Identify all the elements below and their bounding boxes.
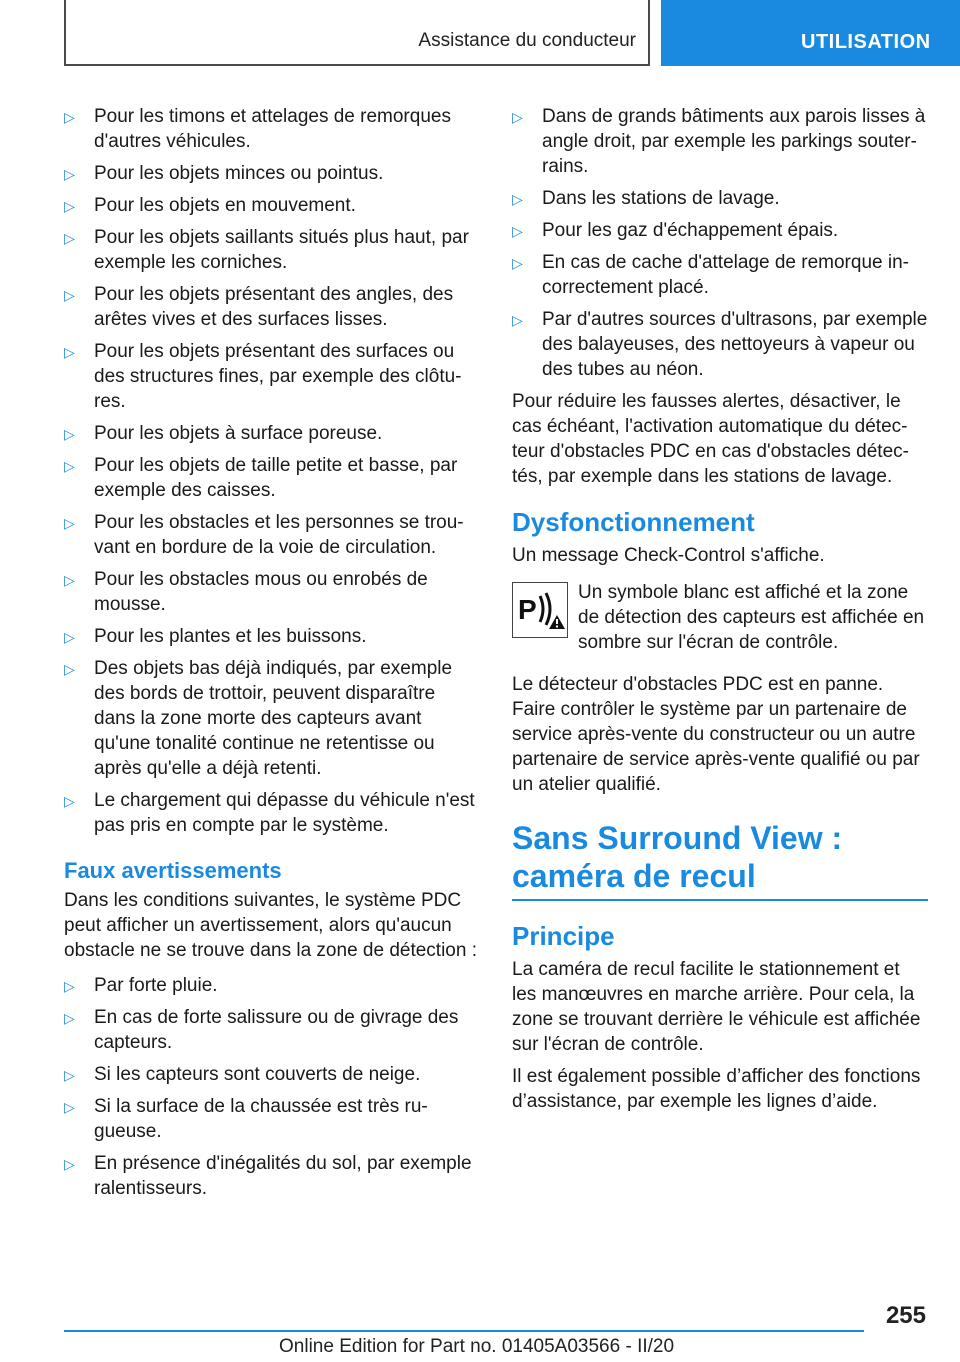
check-control-message: Un message Check-Control s'affiche. <box>512 545 825 566</box>
footer-divider <box>64 1330 864 1332</box>
list-item: ▷ Si la surface de la chaussée est très ru‐ gueuse. <box>64 1096 428 1142</box>
pdc-symbol-graphic <box>513 583 566 636</box>
triangle-bullet-icon: ▷ <box>64 344 75 360</box>
triangle-bullet-icon: ▷ <box>64 1156 75 1172</box>
triangle-bullet-icon: ▷ <box>64 1010 75 1026</box>
list-item: ▷ Pour les objets présentant des surfaces ou des structures fines, par exemple des clôtu‐ res. <box>64 341 462 412</box>
triangle-bullet-icon: ▷ <box>64 287 75 303</box>
list-item: ▷ Pour les objets à surface poreuse. <box>64 421 480 446</box>
triangle-bullet-icon: ▷ <box>512 109 523 125</box>
list-item: ▷ Pour les objets présentant des angles, des arêtes vives et des surfaces lisses. <box>64 284 454 330</box>
pdc-failure-paragraph: Le détecteur d'obstacles PDC est en panne. Faire contrôler le système par un partenaire de service après-vente du constructeur ou un autre partenaire de service après-vente qualifié ou par un atelier qualifié. <box>512 674 920 795</box>
header-chapter-tab: UTILISATION <box>661 0 960 66</box>
list-item: ▷ Pour les obstacles mous ou enrobés de mousse. <box>64 569 428 615</box>
list-item: ▷ Dans de grands bâtiments aux parois lisses à angle droit, par exemple les parkings souter‐ rains. <box>512 106 926 177</box>
list-item: ▷ Si les capteurs sont couverts de neige. <box>64 1062 480 1087</box>
list-item: ▷ Pour les objets minces ou pointus. <box>64 161 480 186</box>
triangle-bullet-icon: ▷ <box>64 661 75 677</box>
list-item: ▷ Pour les obstacles et les personnes se trou‐ vant en bordure de la voie de circulation. <box>64 512 464 558</box>
list-item: ▷ Des objets bas déjà indiqués, par exemple des bords de trottoir, peuvent disparaître dans la zone morte des capteurs avant qu'une tonalité continue ne retentisse ou après qu'elle a déjà retenti. <box>64 658 453 779</box>
list-item: ▷ Par d'autres sources d'ultrasons, par exemple des balayeuses, des nettoyeurs à vapeur ou des tubes au néon. <box>512 309 928 380</box>
triangle-bullet-icon: ▷ <box>64 1099 75 1115</box>
list-item: ▷ En cas de forte salissure ou de givrage des capteurs. <box>64 1007 459 1053</box>
false-warnings-intro: Dans les conditions suivantes, le système PDC peut afficher un avertissement, alors qu'aucun obstacle ne se trouve dans la zone de détection : <box>64 890 477 961</box>
rear-camera-chapter-title: Sans Surround View : caméra de recul <box>512 819 928 901</box>
triangle-bullet-icon: ▷ <box>512 312 523 328</box>
list-item: ▷ En présence d'inégalités du sol, par exemple ralentisseurs. <box>64 1153 472 1199</box>
list-item: ▷ Par forte pluie. <box>64 973 480 998</box>
triangle-bullet-icon: ▷ <box>64 515 75 531</box>
false-warnings-heading: Faux avertissements <box>64 858 282 883</box>
page-header <box>0 0 960 66</box>
principle-heading: Principe <box>512 921 615 951</box>
list-item: ▷ Pour les objets saillants situés plus haut, par exemple les corniches. <box>64 227 469 273</box>
triangle-bullet-icon: ▷ <box>64 426 75 442</box>
triangle-bullet-icon: ▷ <box>64 109 75 125</box>
principle-paragraph-1: La caméra de recul facilite le stationnement et les manœuvres en marche arrière. Pour cela, la zone se trouvant derrière le véhicule est affichée sur l'écran de contrôle. <box>512 959 921 1055</box>
triangle-bullet-icon: ▷ <box>64 198 75 214</box>
triangle-bullet-icon: ▷ <box>512 191 523 207</box>
false-warnings-list-continued <box>512 104 928 382</box>
triangle-bullet-icon: ▷ <box>64 793 75 809</box>
svg-text:P: P <box>518 594 537 625</box>
triangle-bullet-icon: ▷ <box>64 166 75 182</box>
header-section-title: Assistance du conducteur <box>418 30 636 51</box>
triangle-bullet-icon: ▷ <box>64 572 75 588</box>
false-warnings-list <box>64 973 480 1201</box>
symbol-description: Un symbole blanc est affiché et la zone de détection des capteurs est affichée en sombre sur l'écran de contrôle. <box>578 582 925 653</box>
list-item: ▷ Pour les timons et attelages de remorques d'autres véhicules. <box>64 106 451 152</box>
triangle-bullet-icon: ▷ <box>64 1067 75 1083</box>
right-column <box>512 104 928 1121</box>
pdc-failure-symbol-icon <box>512 582 568 638</box>
pdc-symbol-note <box>512 580 928 658</box>
list-item: ▷ En cas de cache d'attelage de remorque in‐ correctement placé. <box>512 252 909 298</box>
list-item: ▷ Le chargement qui dépasse du véhicule n'est pas pris en compte par le système. <box>64 790 475 836</box>
triangle-bullet-icon: ▷ <box>512 223 523 239</box>
triangle-bullet-icon: ▷ <box>64 978 75 994</box>
left-column <box>64 104 480 1208</box>
page-number: 255 <box>885 1302 926 1329</box>
list-item: ▷ Dans les stations de lavage. <box>512 186 928 211</box>
triangle-bullet-icon: ▷ <box>64 629 75 645</box>
limitations-list <box>64 104 480 838</box>
reduce-false-alerts-paragraph: Pour réduire les fausses alertes, désactiver, le cas échéant, l'activation automatique du détec‐ teur d'obstacles PDC en cas d'obstacles détec‐ tés, par exemple dans les stations de lavage. <box>512 391 909 487</box>
footer-edition: Online Edition for Part no. 01405A03566 - II/20 <box>279 1336 675 1357</box>
list-item: ▷ Pour les gaz d'échappement épais. <box>512 218 928 243</box>
triangle-bullet-icon: ▷ <box>64 230 75 246</box>
triangle-bullet-icon: ▷ <box>512 255 523 271</box>
list-item: ▷ Pour les plantes et les buissons. <box>64 624 480 649</box>
list-item: ▷ Pour les objets en mouvement. <box>64 193 480 218</box>
list-item: ▷ Pour les objets de taille petite et basse, par exemple des caisses. <box>64 455 458 501</box>
malfunction-heading: Dysfonctionnement <box>512 507 755 537</box>
principle-paragraph-2: Il est également possible d’afficher des fonctions d’assistance, par exemple les lignes d’aide. <box>512 1066 921 1112</box>
triangle-bullet-icon: ▷ <box>64 458 75 474</box>
